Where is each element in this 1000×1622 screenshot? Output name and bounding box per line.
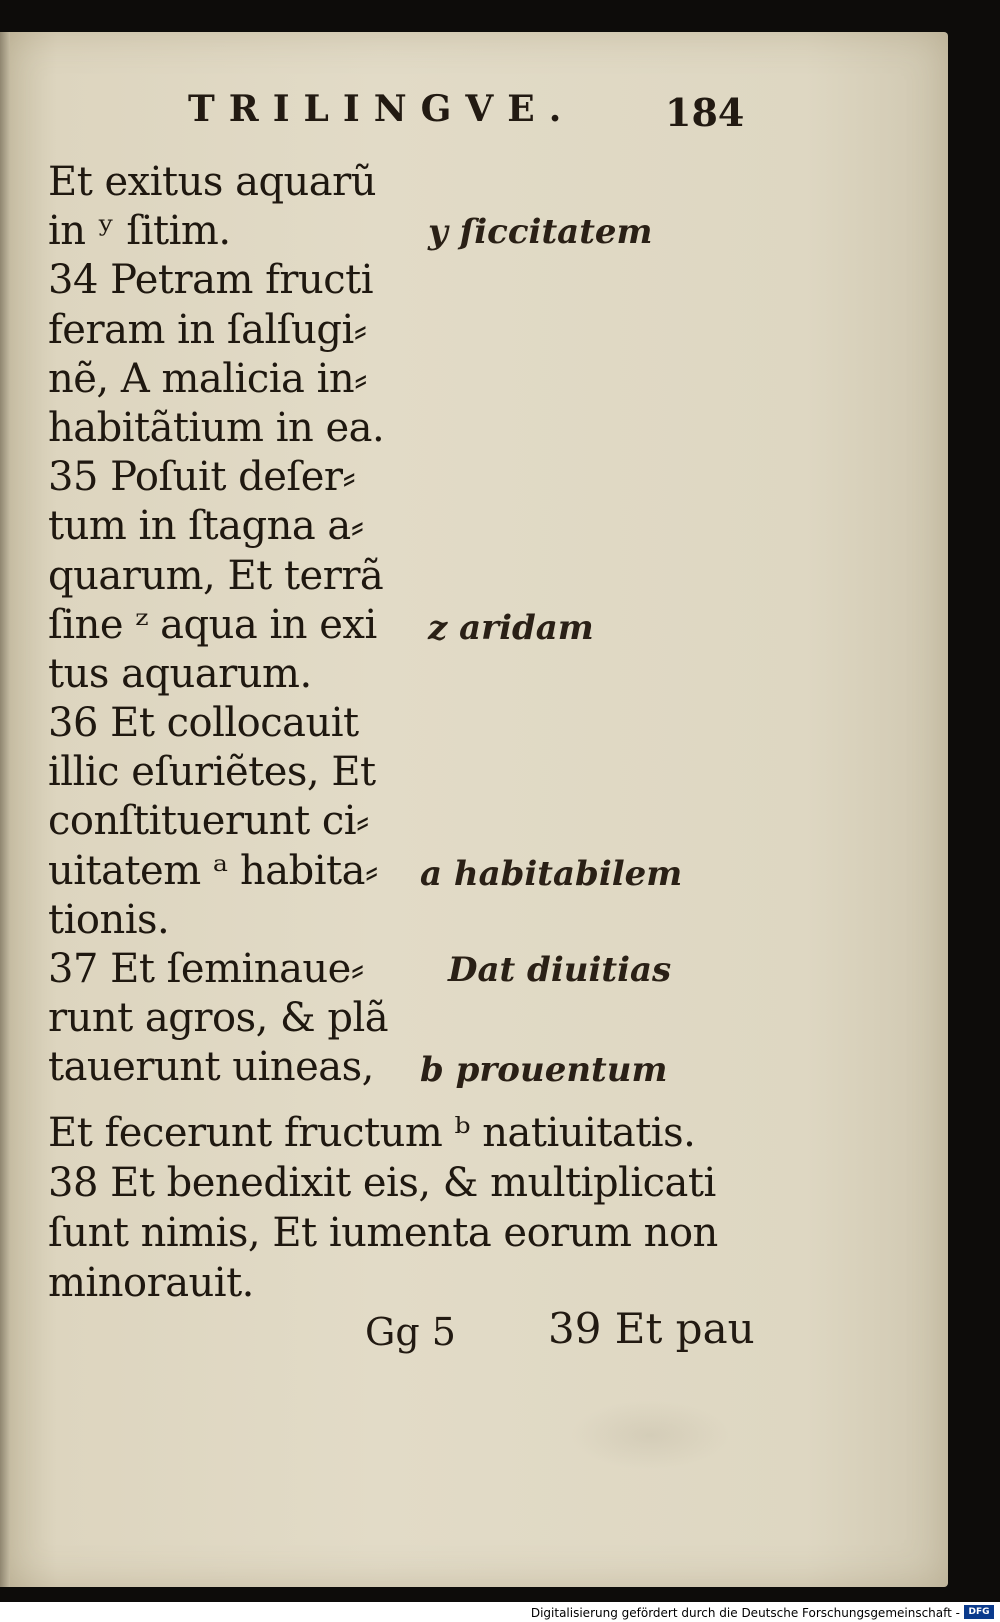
text-line: habitãtium in ea. <box>48 404 385 451</box>
gloss-b: b prouentum <box>420 1050 668 1090</box>
text-line: quarum, Et terrã <box>48 552 384 599</box>
footer-bar <box>0 1602 1000 1622</box>
text-line: 37 Et ſeminaue⸗ <box>48 946 364 992</box>
text-line: illic eſuriẽtes, Et <box>48 749 376 796</box>
signature-mark: Gg 5 <box>365 1310 456 1354</box>
text-line: in ʸ ſitim. <box>48 208 231 255</box>
text-line: 34 Petram fructi <box>48 257 374 304</box>
gloss-y: y ſiccitatem <box>428 212 653 252</box>
gloss-dat: Dat diuitias <box>448 950 672 990</box>
page-stain <box>570 1400 730 1470</box>
page-edge <box>0 32 10 1587</box>
text-line: Et exitus aquarũ <box>48 159 377 205</box>
catchword: 39 Et pau <box>548 1304 755 1353</box>
text-line: feram in ſalſugi⸗ <box>48 306 367 353</box>
text-line: runt agros, & plã <box>48 995 389 1042</box>
text-line: 38 Et benedixit eis, & multiplicati <box>48 1160 716 1206</box>
dfg-logo-icon: DFG <box>964 1605 994 1619</box>
text-line: tus aquarum. <box>48 650 312 697</box>
text-line: minorauit. <box>48 1260 254 1306</box>
digitization-credit: Digitalisierung gefördert durch die Deutsche Forschungsgemeinschaft - <box>530 1606 960 1620</box>
text-line: conſtituerunt ci⸗ <box>48 798 369 845</box>
text-line: uitatem ᵃ habita⸗ <box>48 847 378 894</box>
text-line: tauerunt uineas, <box>48 1044 374 1091</box>
text-line: tum in ſtagna a⸗ <box>48 503 364 550</box>
column-text <box>48 158 448 1093</box>
text-line: ſunt nimis, Et iumenta eorum non <box>48 1210 718 1256</box>
text-line: 35 Poſuit deſer⸗ <box>48 454 356 501</box>
full-width-text <box>48 1108 768 1308</box>
gloss-a: a habitabilem <box>420 854 683 894</box>
gloss-z: z aridam <box>428 608 594 648</box>
page-number: 184 <box>665 90 745 135</box>
text-line: 36 Et collocauit <box>48 700 359 747</box>
text-line: tionis. <box>48 896 170 943</box>
running-title: TRILINGVE. <box>188 88 576 130</box>
text-line: ſine ᶻ aqua in exi <box>48 601 377 648</box>
text-line: Et fecerunt fructum ᵇ natiuitatis. <box>48 1110 696 1156</box>
text-line: nẽ, A malicia in⸗ <box>48 355 367 402</box>
